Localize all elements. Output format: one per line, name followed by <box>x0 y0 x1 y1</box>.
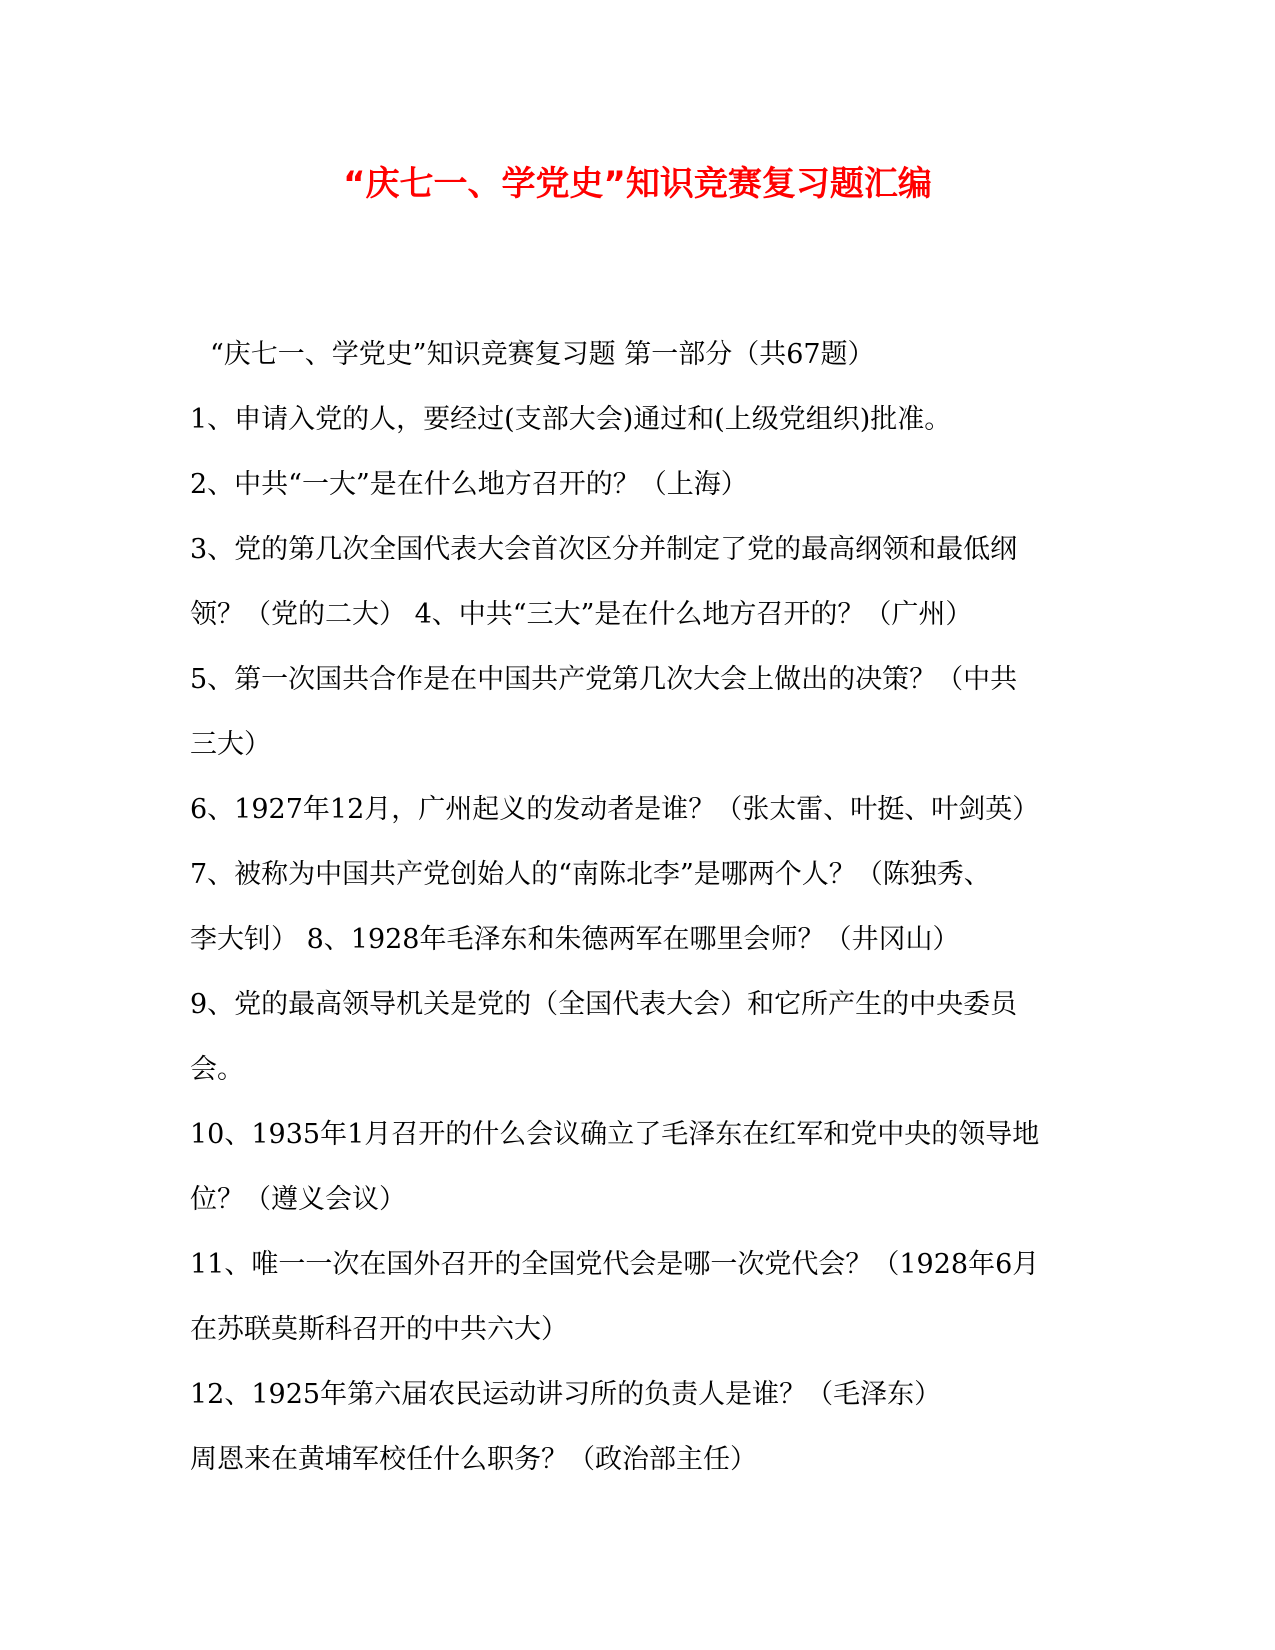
question-line: 2、中共“一大”是在什么地方召开的？（上海） <box>190 469 748 500</box>
question-line: 6、1927年12月，广州起义的发动者是谁？（张太雷、叶挺、叶剑英） <box>190 794 1040 825</box>
document-body <box>190 333 1080 1503</box>
section-heading: “庆七一、学党史”知识竞赛复习题 第一部分（共67题） <box>210 339 875 370</box>
question-line: 7、被称为中国共产党创始人的“南陈北李”是哪两个人？（陈独秀、 <box>190 859 991 890</box>
question-line: 1、申请入党的人，要经过(支部大会)通过和(上级党组织)批准。 <box>190 404 952 435</box>
question-line: 三大） <box>190 729 271 760</box>
question-line: 领？（党的二大） 4、中共“三大”是在什么地方召开的？（广州） <box>190 599 973 630</box>
question-line: 12、1925年第六届农民运动讲习所的负责人是谁？（毛泽东） <box>190 1379 942 1410</box>
question-line: 5、第一次国共合作是在中国共产党第几次大会上做出的决策？（中共 <box>190 664 1018 695</box>
question-line: 位？（遵义会议） <box>190 1184 406 1215</box>
page-title: “庆七一、学党史”知识竞赛复习题汇编 <box>343 164 932 204</box>
question-line: 周恩来在黄埔军校任什么职务？（政治部主任） <box>190 1444 757 1475</box>
question-line: 11、唯一一次在国外召开的全国党代会是哪一次党代会？（1928年6月 <box>190 1249 1040 1280</box>
question-line: 李大钊） 8、1928年毛泽东和朱德两军在哪里会师？（井冈山） <box>190 924 960 955</box>
question-line: 在苏联莫斯科召开的中共六大） <box>190 1314 568 1345</box>
question-line: 会。 <box>190 1054 244 1085</box>
question-line: 10、1935年1月召开的什么会议确立了毛泽东在红军和党中央的领导地 <box>190 1119 1040 1150</box>
question-line: 3、党的第几次全国代表大会首次区分并制定了党的最高纲领和最低纲 <box>190 534 1018 565</box>
question-line: 9、党的最高领导机关是党的（全国代表大会）和它所产生的中央委员 <box>190 989 1018 1020</box>
